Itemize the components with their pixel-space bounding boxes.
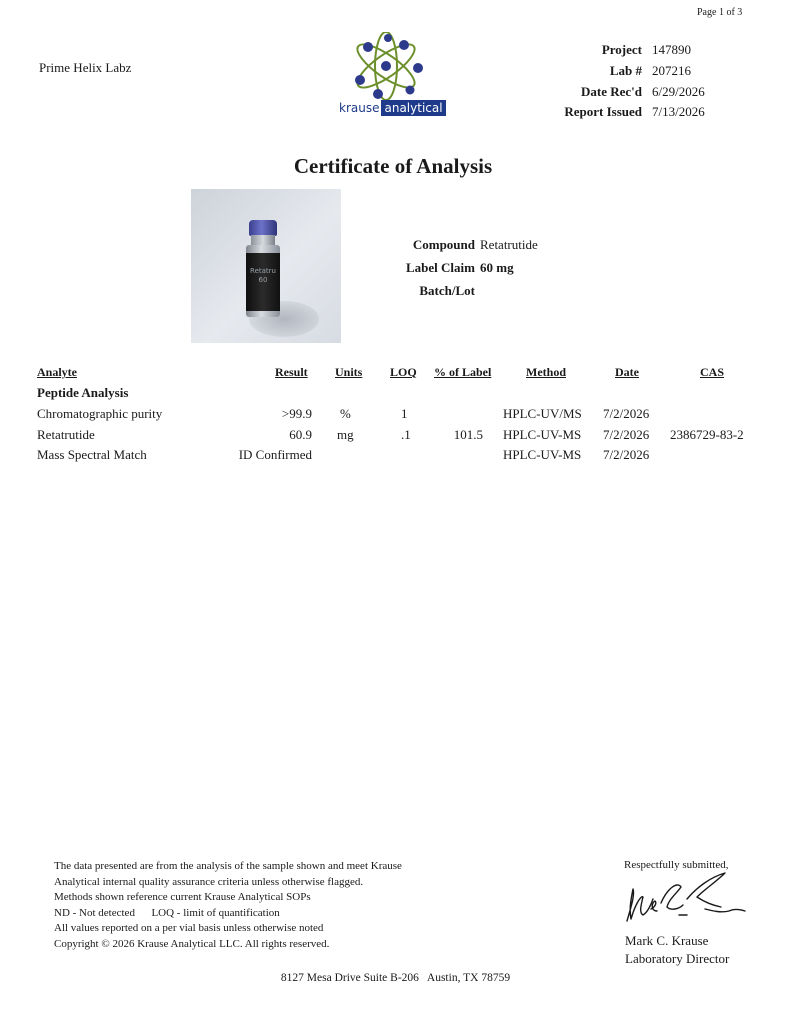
sample-field-label: Label Claim [406,259,475,275]
col-header-method: Method [526,365,566,379]
vial-cap [249,220,277,236]
cell-date: 7/2/2026 [603,406,650,421]
meta-label: Lab # [609,63,642,79]
meta-value: 147890 [652,42,691,58]
meta-value: 6/29/2026 [652,83,705,99]
table-row [37,406,757,426]
footer-note: Copyright © 2026 Krause Analytical LLC. All rights reserved. [54,937,330,950]
col-header-units: Units [335,365,363,379]
vial-label-text: Retatru 60 [246,253,280,311]
sample-field-value: Retatrutide [480,236,538,252]
cell-method: HPLC-UV-MS [503,447,582,462]
meta-row-project [540,40,705,61]
meta-row-lab [540,61,705,82]
cell-result: ID Confirmed [238,447,312,462]
signer-info [625,932,729,968]
report-meta [540,40,705,123]
footer-note: Analytical internal quality assurance criteria unless otherwise flagged. [54,875,364,888]
sample-field-label: Compound [412,236,475,252]
table-row [37,447,757,467]
meta-row-report-issued [540,102,705,123]
logo-text-krause: krause [339,101,380,115]
cell-method: HPLC-UV/MS [503,406,582,421]
cell-loq: 1 [401,406,408,421]
meta-value: 207216 [652,63,691,79]
cell-cas: 2386729-83-2 [670,427,744,442]
section-title: Peptide Analysis [37,385,129,400]
logo-text-analytical: analytical [381,100,445,116]
page-indicator: Page 1 of 3 [697,7,743,18]
section-heading [37,385,757,405]
meta-label: Project [601,42,642,58]
footer-note: All values reported on a per vial basis unless otherwise noted [54,922,324,935]
col-header-loq: LOQ [390,365,417,379]
cell-method: HPLC-UV-MS [503,427,582,442]
col-header-pct-label: % of Label [434,365,492,379]
cell-units: mg [337,427,354,442]
footer-notes [54,859,402,953]
table-row [37,427,757,447]
handwritten-signature-icon [621,869,749,929]
cell-analyte: Mass Spectral Match [37,447,147,462]
cell-units: % [340,406,351,421]
col-header-date: Date [615,365,639,379]
meta-label: Date Rec'd [580,83,642,99]
document-title: Certificate of Analysis [293,154,493,178]
lab-address: 8127 Mesa Drive Suite B-206 Austin, TX 78759 [280,972,511,984]
col-header-cas: CAS [700,365,725,379]
sample-field-batch-lot [392,279,538,302]
meta-row-date-received [540,81,705,102]
meta-value: 7/13/2026 [652,104,705,120]
sample-info [392,233,538,302]
cell-pct-label: 101.5 [453,427,483,442]
meta-label: Report Issued [564,104,642,120]
signer-name: Mark C. Krause [625,933,709,948]
cell-analyte: Retatrutide [37,427,95,442]
footer-note: The data presented are from the analysis of the sample shown and meet Krause [54,860,402,872]
cell-date: 7/2/2026 [603,447,650,462]
sample-field-label-claim [392,256,538,279]
footer-note: Methods shown reference current Krause Analytical SOPs [54,891,311,904]
cell-loq: .1 [401,427,411,442]
sample-field-value: 60 mg [480,259,514,275]
sample-vial-photo [191,189,341,343]
client-name: Prime Helix Labz [39,60,132,75]
cell-result: 60.9 [289,427,312,442]
footer-note: ND - Not detected LOQ - limit of quantification [54,906,280,919]
cell-analyte: Chromatographic purity [37,406,163,421]
cell-result: >99.9 [281,406,312,421]
col-header-result: Result [275,365,308,379]
sample-field-compound [392,233,538,256]
logo-wordmark [339,100,446,116]
sample-field-label: Batch/Lot [419,282,475,298]
signer-title: Laboratory Director [625,951,730,966]
submitted-label: Respectfully submitted, [624,859,729,871]
col-header-analyte: Analyte [37,365,77,379]
cell-date: 7/2/2026 [603,427,650,442]
